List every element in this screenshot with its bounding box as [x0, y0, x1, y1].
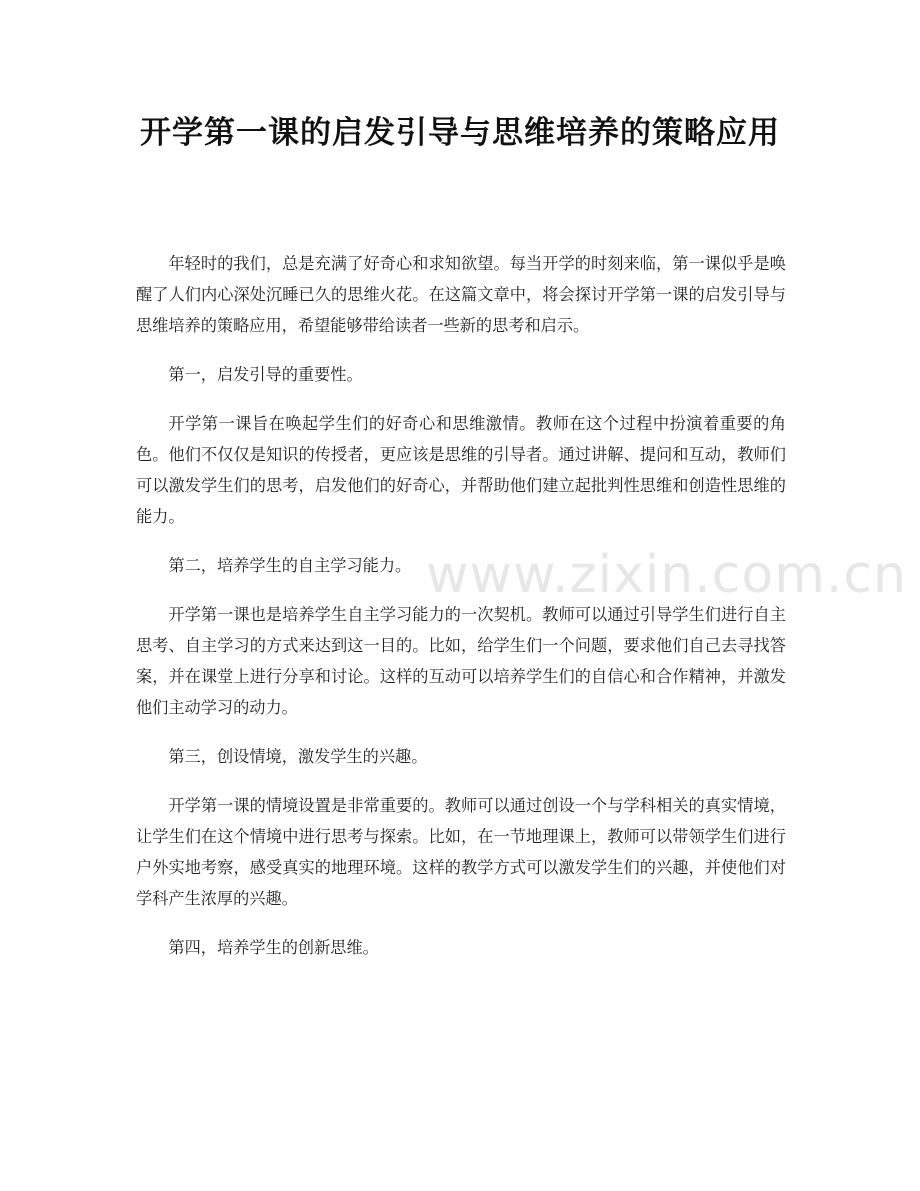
section-heading-2: 第二，培养学生的自主学习能力。: [168, 556, 412, 575]
section-heading-4: 第四，培养学生的创新思维。: [168, 938, 379, 957]
section-paragraph-1: 开学第一课旨在唤起学生们的好奇心和思维激情。教师在这个过程中扮演着重要的角色。他们不仅仅是知识的传授者，更应该是思维的引导者。通过讲解、提问和互动，教师们可以激发学生们的思考，启发他们的好奇心，并帮助他们建立起批判性思维和创造性思维的能力。: [136, 414, 786, 526]
intro-paragraph: 年轻时的我们，总是充满了好奇心和求知欲望。每当开学的时刻来临，第一课似乎是唤醒了人们内心深处沉睡已久的思维火花。在这篇文章中，将会探讨开学第一课的启发引导与思维培养的策略应用，希望能够带给读者一些新的思考和启示。: [136, 254, 786, 335]
section-paragraph-3: 开学第一课的情境设置是非常重要的。教师可以通过创设一个与学科相关的真实情境，让学生们在这个情境中进行思考与探索。比如，在一节地理课上，教师可以带领学生们进行户外实地考察，感受真实的地理环境。这样的教学方式可以激发学生们的兴趣，并使他们对学科产生浓厚的兴趣。: [136, 796, 786, 908]
document-body: [136, 248, 786, 981]
section-heading-1: 第一，启发引导的重要性。: [168, 365, 363, 384]
section-heading-3: 第三，创设情境，激发学生的兴趣。: [168, 747, 428, 766]
watermark: www.zixin.com.cn: [426, 545, 907, 605]
section-paragraph-2: 开学第一课也是培养学生自主学习能力的一次契机。教师可以通过引导学生们进行自主思考、自主学习的方式来达到这一目的。比如，给学生们一个问题，要求他们自己去寻找答案，并在课堂上进行分享和讨论。这样的互动可以培养学生们的自信心和合作精神，并激发他们主动学习的动力。: [136, 605, 786, 717]
document-title: 开学第一课的启发引导与思维培养的策略应用: [140, 115, 780, 151]
